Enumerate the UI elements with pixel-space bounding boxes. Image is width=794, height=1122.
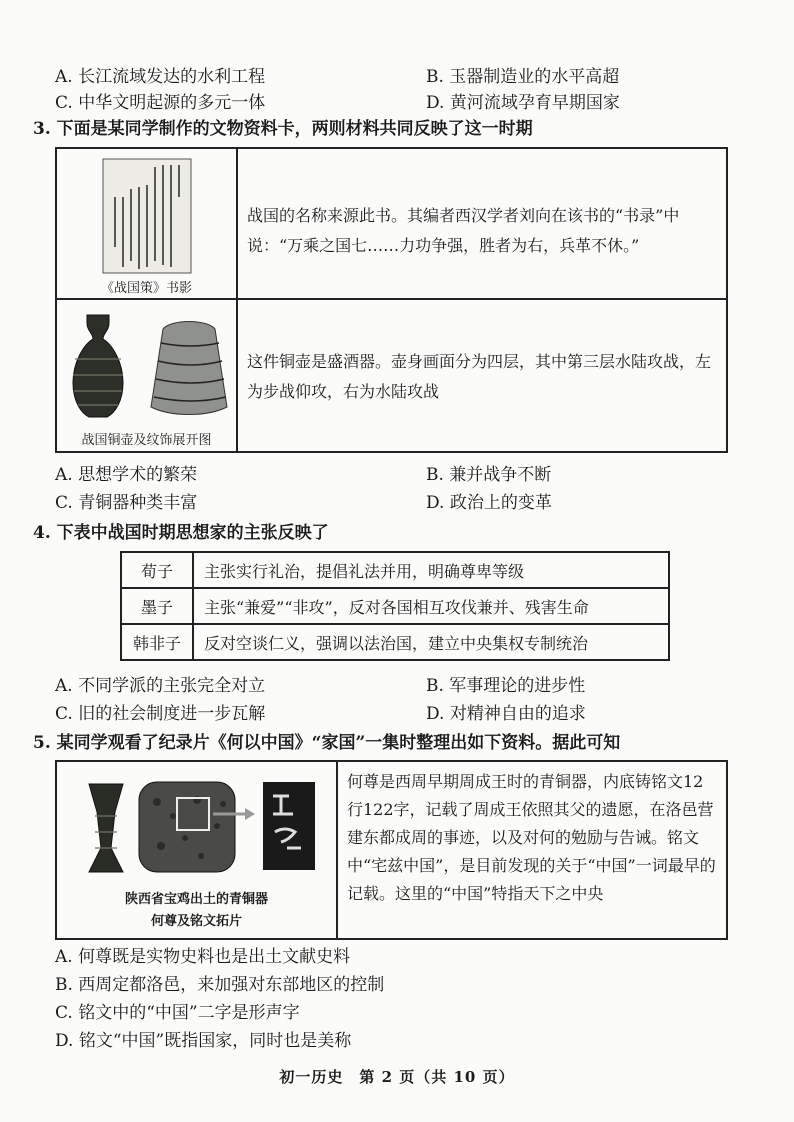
q5-caption-line1: 陕西省宝鸡出土的青铜器 <box>124 892 268 907</box>
q5-material-text: 何尊是西周早期周成王时的青铜器，内底铸铭文12行122字，记载了周成王依照其父的遗愿，在洛邑营建东都成周的事迹，以及对何的勉励与告诫。铭文中“宅兹中国”，是目前发现的关于“中国”一词最早的记载。这里的“中国”特指天下之中央 <box>347 772 716 903</box>
thinker-claim: 主张实行礼治，提倡礼法并用，明确尊卑等级 <box>193 552 669 588</box>
thinker-name: 荀子 <box>121 552 193 588</box>
table-row <box>121 624 669 660</box>
q5-option-c: C. 铭文中的“中国”二字是形声字 <box>55 1003 300 1023</box>
q4-option-c: C. 旧的社会制度进一步瓦解 <box>55 704 266 724</box>
thinker-name: 韩非子 <box>121 624 193 660</box>
q4-option-b: B. 军事理论的进步性 <box>426 676 586 696</box>
thinker-claim: 反对空谈仁义，强调以法治国，建立中央集权专制统治 <box>193 624 669 660</box>
q5-stem: 5. 某同学观看了纪录片《何以中国》“家国”一集时整理出如下资料。据此可知 <box>33 733 621 753</box>
q4-option-d: D. 对精神自由的追求 <box>426 704 586 724</box>
q2-option-d: D. 黄河流域孕育早期国家 <box>426 93 620 113</box>
q2-option-b: B. 玉器制造业的水平高超 <box>426 67 620 87</box>
q4-option-a: A. 不同学派的主张完全对立 <box>55 676 266 696</box>
q5-option-a: A. 何尊既是实物史料也是出土文献史料 <box>55 947 351 967</box>
bronze-hu-image <box>61 309 233 421</box>
q3-option-b: B. 兼并战争不断 <box>426 465 552 485</box>
q5-material-table <box>55 760 728 940</box>
q3-option-d: D. 政治上的变革 <box>426 493 552 513</box>
q3-row2-caption: 战国铜壶及纹饰展开图 <box>81 433 212 448</box>
table-row <box>121 552 669 588</box>
q5-option-b: B. 西周定都洛邑，来加强对东部地区的控制 <box>55 975 385 995</box>
q5-caption-line2: 何尊及铭文拓片 <box>150 914 242 929</box>
thinker-name: 墨子 <box>121 588 193 624</box>
q2-option-a: A. 长江流域发达的水利工程 <box>55 67 266 87</box>
q4-stem: 4. 下表中战国时期思想家的主张反映了 <box>33 523 329 543</box>
thinker-claim: 主张“兼爱”“非攻”，反对各国相互攻伐兼并、残害生命 <box>193 588 669 624</box>
q3-stem: 3. 下面是某同学制作的文物资料卡，两则材料共同反映了这一时期 <box>33 119 533 139</box>
q3-option-c: C. 青铜器种类丰富 <box>55 493 198 513</box>
q3-row1-caption: 《战国策》书影 <box>100 281 192 296</box>
q2-option-c: C. 中华文明起源的多元一体 <box>55 93 266 113</box>
q3-card-table <box>55 147 728 453</box>
table-row <box>121 588 669 624</box>
he-zun-rubbing-image <box>77 776 327 876</box>
zhanguoce-book-image <box>97 157 197 275</box>
page-footer: 初一历史 第 2 页（共 10 页） <box>279 1068 515 1086</box>
q3-option-a: A. 思想学术的繁荣 <box>55 465 198 485</box>
q3-row2-text: 这件铜壶是盛酒器。壶身画面分为四层，其中第三层水陆攻战，左为步战仰攻，右为水陆攻战 <box>247 352 712 401</box>
q5-option-d: D. 铭文“中国”既指国家，同时也是美称 <box>55 1031 352 1051</box>
q4-thinkers-table <box>120 551 670 661</box>
q3-row1-text: 战国的名称来源此书。其编者西汉学者刘向在该书的“书录”中说：“万乘之国七……力功争强，胜者为右，兵革不休。” <box>247 206 680 255</box>
